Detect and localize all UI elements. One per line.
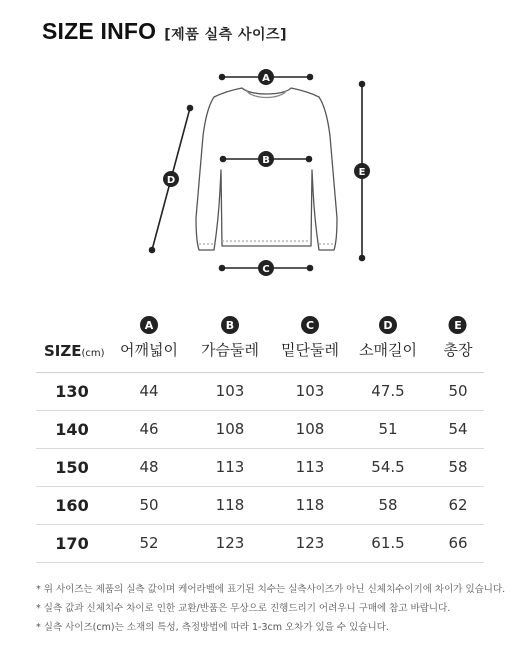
cell-shoulder: 50 — [139, 496, 159, 514]
size-table — [36, 310, 484, 563]
column-header-hem — [281, 316, 339, 360]
marker-a — [258, 69, 274, 85]
cell-sleeve: 47.5 — [371, 382, 405, 400]
size-cell: 130 — [55, 382, 89, 401]
cell-chest: 118 — [215, 496, 245, 514]
table-row — [36, 487, 484, 525]
cell-length: 54 — [448, 420, 468, 438]
size-label: SIZE — [44, 342, 82, 360]
cell-shoulder: 46 — [139, 420, 159, 438]
sweatshirt-outline — [196, 88, 337, 250]
cell-hem: 108 — [295, 420, 325, 438]
column-label: 소매길이 — [359, 341, 417, 359]
cell-shoulder: 52 — [139, 534, 159, 552]
column-header-chest — [201, 316, 259, 360]
cell-sleeve: 54.5 — [371, 458, 405, 476]
cell-length: 62 — [448, 496, 468, 514]
header — [42, 18, 287, 45]
cell-hem: 123 — [295, 534, 325, 552]
size-notes — [36, 580, 506, 637]
cell-shoulder: 44 — [139, 382, 159, 400]
size-cell: 150 — [55, 458, 89, 477]
cell-hem: 113 — [295, 458, 325, 476]
table-row — [36, 449, 484, 487]
note-line: * 실측 사이즈(cm)는 소재의 특성, 측정방법에 따라 1-3cm 오차가 있을 수 있습니다. — [36, 622, 389, 633]
marker-c — [258, 260, 274, 276]
svg-text:C: C — [262, 264, 270, 275]
cell-chest: 113 — [215, 458, 245, 476]
marker-b — [258, 151, 274, 167]
svg-text:E: E — [358, 167, 366, 178]
size-cell: 160 — [55, 496, 89, 515]
page-title: SIZE INFO — [42, 18, 157, 44]
column-label: 밑단둘레 — [281, 341, 339, 359]
table-row — [36, 525, 484, 563]
column-label: 가슴둘레 — [201, 341, 259, 359]
cell-chest: 103 — [215, 382, 245, 400]
table-row — [36, 373, 484, 411]
note-line: * 실측 값과 신체치수 차이로 인한 교환/반품은 무상으로 진행드리기 어려우니 구매에 참고 바랍니다. — [36, 603, 451, 614]
table-header — [36, 310, 484, 372]
cell-sleeve: 51 — [378, 420, 398, 438]
marker-d — [163, 171, 179, 187]
badge-e: E — [449, 316, 467, 334]
svg-text:B: B — [262, 155, 270, 166]
note-line: * 위 사이즈는 제품의 실측 값이며 케어라벨에 표기된 치수는 실측사이즈가 아닌 신체치수이기에 차이가 있습니다. — [36, 584, 506, 595]
badge-c: C — [301, 316, 319, 334]
cell-length: 58 — [448, 458, 468, 476]
garment-diagram — [0, 60, 520, 290]
cell-sleeve: 61.5 — [371, 534, 405, 552]
cell-chest: 123 — [215, 534, 245, 552]
size-cell: 170 — [55, 534, 89, 553]
cell-length: 66 — [448, 534, 468, 552]
cell-chest: 108 — [215, 420, 245, 438]
cell-shoulder: 48 — [139, 458, 159, 476]
cell-hem: 103 — [295, 382, 325, 400]
column-header-sleeve — [359, 316, 417, 360]
page-subtitle: [제품 실측 사이즈] — [164, 27, 287, 43]
badge-d: D — [379, 316, 397, 334]
column-label: 어깨넓이 — [120, 341, 178, 359]
table-row — [36, 411, 484, 449]
cell-length: 50 — [448, 382, 468, 400]
marker-e — [354, 163, 370, 179]
column-header-length — [444, 316, 473, 360]
svg-text:D: D — [166, 175, 176, 186]
column-label: 총장 — [443, 341, 473, 359]
svg-text:A: A — [262, 73, 270, 84]
badge-b: B — [221, 316, 239, 334]
size-cell: 140 — [55, 420, 89, 439]
cell-hem: 118 — [295, 496, 325, 514]
cell-sleeve: 58 — [378, 496, 398, 514]
column-header-shoulder — [120, 316, 178, 360]
size-column-header — [44, 342, 105, 360]
size-unit: (cm) — [81, 348, 105, 359]
badge-a: A — [140, 316, 158, 334]
